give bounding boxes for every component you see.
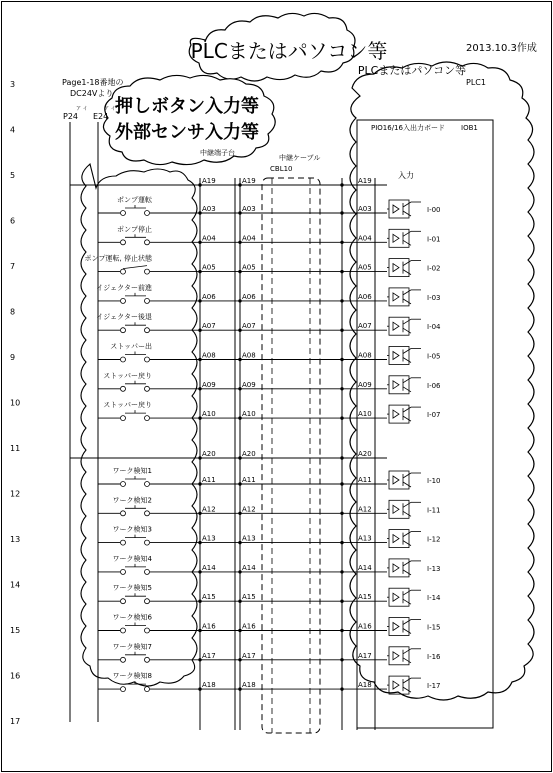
- switch-contact: [145, 269, 150, 274]
- terminal-label: A06: [242, 292, 256, 301]
- transistor-emitter: [403, 687, 411, 692]
- optocoupler-icon: [387, 288, 421, 306]
- switch-contact: [145, 211, 150, 216]
- switch-contact: [145, 240, 150, 245]
- relay-block-label: 中継端子台: [200, 149, 235, 157]
- switch-contact: [145, 657, 150, 662]
- input-label: I-14: [427, 594, 441, 603]
- terminal-dot: [340, 687, 343, 690]
- row-number: 15: [10, 626, 21, 635]
- terminal-label: A19: [358, 177, 372, 185]
- row-number: 14: [10, 580, 21, 590]
- transistor-collector: [403, 261, 411, 266]
- switch-contact: [145, 511, 150, 516]
- transistor-collector: [403, 231, 411, 236]
- led-icon: [393, 652, 399, 660]
- terminal-label: A06: [202, 292, 216, 301]
- date-text: 2013.10.3作成: [466, 43, 537, 54]
- terminal-label: A12: [242, 505, 256, 514]
- row-number: 4: [10, 125, 16, 135]
- terminal-label: A04: [202, 234, 216, 243]
- switch-icon: [98, 564, 200, 575]
- optocoupler-icon: [387, 676, 421, 694]
- switch-icon: [98, 322, 200, 333]
- switch-icon: [98, 535, 200, 546]
- terminal-dot: [340, 416, 343, 419]
- switch-contact: [121, 211, 126, 216]
- input-label: I-15: [427, 623, 441, 632]
- switch-contact: [145, 628, 150, 633]
- terminal-label: A15: [202, 593, 216, 602]
- power-note-line1: Page1-18番地の: [62, 78, 124, 87]
- switch-label: ワーク検知4: [112, 554, 152, 563]
- terminal-dot: [340, 482, 343, 485]
- switch-label: ストッパー戻り: [103, 401, 152, 410]
- switch-icon: [98, 593, 200, 604]
- switch-label: ワーク検知3: [112, 525, 152, 534]
- transistor-collector: [403, 502, 411, 507]
- transistor-emitter: [403, 511, 411, 516]
- switch-contact: [121, 357, 126, 362]
- terminal-label: A10: [358, 410, 372, 419]
- switch-label: ストッパー戻り: [103, 371, 152, 380]
- switch-contact: [121, 240, 126, 245]
- terminal-label: A06: [358, 292, 372, 301]
- callout-right-text: PLCまたはパソコン等: [357, 64, 467, 77]
- transistor-emitter: [403, 629, 411, 634]
- optocoupler-icon: [387, 530, 421, 548]
- terminal-label: A16: [202, 622, 216, 631]
- terminal-label: A20: [358, 450, 372, 458]
- transistor-collector: [403, 202, 411, 207]
- switch-icon: [98, 234, 200, 245]
- input-label: I-03: [427, 293, 441, 302]
- terminal-label: A14: [242, 563, 256, 572]
- callout-cloud-left: [103, 75, 275, 164]
- led-icon: [393, 564, 399, 572]
- terminal-label: A19: [242, 177, 256, 185]
- callout-cloud-right: [350, 62, 534, 700]
- switch-contact: [121, 657, 126, 662]
- switch-icon: [98, 476, 200, 487]
- optocoupler-icon: [387, 200, 421, 218]
- terminal-label: A17: [358, 651, 372, 660]
- switch-contact: [121, 269, 126, 274]
- switch-contact: [145, 482, 150, 487]
- input-label: I-10: [427, 477, 441, 485]
- terminal-label: A03: [202, 205, 216, 213]
- power-note-line2: DC24Vより: [70, 89, 114, 98]
- led-icon: [393, 505, 399, 513]
- transistor-emitter: [403, 482, 411, 487]
- relay-cable-bundle: [262, 178, 320, 733]
- switch-contact: [121, 416, 126, 421]
- transistor-collector: [403, 473, 411, 478]
- terminal-label: A08: [202, 351, 216, 360]
- led-icon: [393, 410, 399, 418]
- transistor-emitter: [403, 541, 411, 546]
- row-number: 8: [10, 307, 16, 317]
- transistor-emitter: [403, 599, 411, 604]
- cable-name: CBL10: [270, 165, 293, 173]
- optocoupler-icon: [387, 588, 421, 606]
- wire-tag-p: ア イ: [76, 106, 88, 112]
- switch-icon: [98, 205, 200, 216]
- terminal-label: A18: [242, 681, 256, 690]
- input-label: I-17: [427, 682, 441, 691]
- optocoupler-icon: [387, 559, 421, 577]
- switch-icon: [98, 266, 200, 275]
- transistor-collector: [403, 678, 411, 683]
- wire-tag-e: ア イ: [104, 106, 116, 112]
- terminal-label: A13: [202, 534, 216, 543]
- row-number: 13: [10, 535, 21, 544]
- switch-contact: [145, 416, 150, 421]
- transistor-emitter: [403, 270, 411, 275]
- terminal-dot: [340, 299, 343, 302]
- transistor-collector: [403, 590, 411, 595]
- switch-contact: [145, 687, 150, 692]
- callout-left-line1: 押しボタン入力等: [115, 96, 259, 117]
- transistor-collector: [403, 649, 411, 654]
- terminal-dot: [340, 270, 343, 273]
- switch-contact: [145, 540, 150, 545]
- terminal-label: A07: [358, 322, 372, 331]
- terminal-dot: [340, 456, 343, 459]
- e24-label: E24: [93, 112, 109, 121]
- terminal-label: A12: [358, 505, 372, 514]
- switch-contact: [145, 298, 150, 303]
- terminal-label: A17: [202, 651, 216, 660]
- terminal-label: A20: [202, 450, 216, 458]
- terminal-label: A14: [358, 563, 372, 572]
- switch-contact: [121, 511, 126, 516]
- optocoupler-icon: [387, 259, 421, 277]
- transistor-emitter: [403, 299, 411, 304]
- callout-top-text: PLCまたはパソコン等: [190, 39, 388, 63]
- terminal-dot: [340, 658, 343, 661]
- transistor-emitter: [403, 240, 411, 245]
- terminal-label: A07: [242, 322, 256, 331]
- switch-contact: [121, 298, 126, 303]
- transistor-collector: [403, 620, 411, 625]
- input-header: 入力: [398, 171, 414, 180]
- transistor-collector: [403, 319, 411, 324]
- optocoupler-icon: [387, 405, 421, 423]
- transistor-emitter: [403, 328, 411, 333]
- row-number: 3: [10, 80, 16, 89]
- terminal-label: A19: [202, 177, 216, 185]
- terminal-label: A05: [358, 263, 372, 272]
- terminal-label: A11: [242, 476, 256, 484]
- terminal-dot: [340, 358, 343, 361]
- input-label: I-13: [427, 564, 441, 573]
- terminal-label: A18: [202, 681, 216, 690]
- terminal-dot: [340, 629, 343, 632]
- transistor-collector: [403, 407, 411, 412]
- switch-label: ポンプ運転, 停止状態: [84, 254, 152, 263]
- row-number: 12: [10, 489, 21, 499]
- led-icon: [393, 681, 399, 689]
- transistor-collector: [403, 378, 411, 383]
- switch-icon: [98, 652, 200, 663]
- terminal-label: A07: [202, 322, 216, 331]
- terminal-label: A15: [358, 593, 372, 602]
- switch-icon: [98, 381, 200, 392]
- switch-contact: [121, 569, 126, 574]
- row-number: 17: [10, 717, 21, 726]
- switch-label: ポンプ運転: [117, 196, 152, 204]
- switch-icon: [98, 293, 200, 304]
- input-label: I-16: [427, 652, 441, 661]
- row-number: 5: [10, 171, 16, 180]
- switch-contact: [145, 569, 150, 574]
- optocoupler-icon: [387, 376, 421, 394]
- transistor-emitter: [403, 358, 411, 363]
- terminal-label: A05: [202, 263, 216, 272]
- led-icon: [393, 623, 399, 631]
- board-name: PIO16/16入出力ボード: [371, 124, 445, 132]
- terminal-label: A09: [202, 380, 216, 389]
- row-number: 9: [10, 353, 16, 362]
- terminal-dot: [340, 329, 343, 332]
- transistor-emitter: [403, 387, 411, 392]
- switch-label: ポンプ停止: [117, 225, 152, 234]
- terminal-dot: [340, 241, 343, 244]
- terminal-dot: [340, 387, 343, 390]
- terminal-label: A20: [242, 450, 256, 458]
- input-label: I-07: [427, 411, 441, 420]
- switch-contact: [121, 386, 126, 391]
- terminal-label: A10: [202, 410, 216, 419]
- terminal-label: A15: [242, 593, 256, 602]
- terminal-dot: [340, 512, 343, 515]
- switch-contact: [145, 599, 150, 604]
- terminal-label: A08: [358, 351, 372, 360]
- terminal-label: A11: [358, 476, 372, 484]
- led-icon: [393, 535, 399, 543]
- switch-label: ワーク検知1: [112, 467, 152, 475]
- switch-contact: [121, 328, 126, 333]
- plc-tag: PLC1: [466, 78, 486, 87]
- input-label: I-06: [427, 381, 441, 390]
- terminal-label: A04: [242, 234, 256, 243]
- terminal-label: A16: [358, 622, 372, 631]
- terminal-label: A04: [358, 234, 372, 243]
- row-number: 7: [10, 262, 16, 271]
- input-label: I-01: [427, 235, 441, 244]
- switch-label: ワーク検知5: [112, 584, 152, 593]
- led-icon: [393, 234, 399, 242]
- optocoupler-icon: [387, 347, 421, 365]
- terminal-label: A17: [242, 651, 256, 660]
- switch-icon: [98, 352, 200, 363]
- switch-label: ワーク検知2: [112, 496, 152, 505]
- p24-label: P24: [63, 112, 79, 121]
- switch-contact: [121, 687, 126, 692]
- terminal-label: A12: [202, 505, 216, 514]
- switch-label: イジェクター前進: [96, 283, 152, 292]
- led-icon: [393, 381, 399, 389]
- led-icon: [393, 476, 399, 484]
- row-number: 10: [10, 398, 21, 408]
- terminal-label: A18: [358, 681, 372, 690]
- transistor-emitter: [403, 570, 411, 575]
- transistor-emitter: [403, 658, 411, 663]
- transistor-collector: [403, 561, 411, 566]
- optocoupler-icon: [387, 471, 421, 489]
- led-icon: [393, 293, 399, 301]
- input-label: I-05: [427, 352, 441, 361]
- terminal-label: A16: [242, 622, 256, 631]
- switch-label: ワーク検知8: [112, 672, 152, 681]
- switch-contact: [121, 540, 126, 545]
- transistor-collector: [403, 290, 411, 295]
- switch-contact: [145, 357, 150, 362]
- switch-contact: [121, 482, 126, 487]
- optocoupler-icon: [387, 229, 421, 247]
- terminal-label: A11: [202, 476, 216, 484]
- plc-board-outline: [357, 120, 493, 728]
- row-number: 11: [10, 444, 21, 453]
- switch-contact: [145, 386, 150, 391]
- board-id: IOB1: [461, 124, 478, 132]
- terminal-label: A10: [242, 410, 256, 419]
- terminal-dot: [340, 541, 343, 544]
- switch-icon: [98, 505, 200, 516]
- transistor-emitter: [403, 416, 411, 421]
- row-number: 6: [10, 216, 16, 226]
- switch-contact: [121, 599, 126, 604]
- terminal-dot: [340, 570, 343, 573]
- switch-contact: [121, 628, 126, 633]
- optocoupler-icon: [387, 317, 421, 335]
- switch-icon: [98, 623, 200, 634]
- input-label: I-12: [427, 535, 441, 544]
- input-label: I-04: [427, 323, 441, 332]
- switch-label: イジェクター後退: [96, 313, 152, 322]
- led-icon: [393, 322, 399, 330]
- switch-label: ワーク検知7: [112, 642, 152, 651]
- switch-label: ワーク検知6: [112, 613, 152, 622]
- terminal-label: A09: [358, 380, 372, 389]
- terminal-dot: [340, 211, 343, 214]
- input-label: I-00: [427, 206, 441, 214]
- led-icon: [393, 205, 399, 213]
- transistor-collector: [403, 349, 411, 354]
- callout-left-line2: 外部センサ入力等: [115, 122, 259, 143]
- transistor-collector: [403, 532, 411, 537]
- terminal-label: A05: [242, 263, 256, 272]
- switch-contact: [145, 328, 150, 333]
- terminal-label: A13: [242, 534, 256, 543]
- switch-label: ストッパー出: [110, 342, 152, 351]
- terminal-dot: [340, 600, 343, 603]
- terminal-label: A03: [358, 205, 372, 213]
- optocoupler-icon: [387, 500, 421, 518]
- cable-header: 中継ケーブル: [279, 154, 321, 162]
- terminal-label: A14: [202, 563, 216, 572]
- row-number: 16: [10, 671, 21, 681]
- transistor-emitter: [403, 211, 411, 216]
- terminal-label: A09: [242, 380, 256, 389]
- input-label: I-02: [427, 264, 441, 273]
- terminal-label: A03: [242, 205, 256, 213]
- optocoupler-icon: [387, 618, 421, 636]
- switch-icon: [98, 410, 200, 421]
- led-icon: [393, 352, 399, 360]
- terminal-dot: [340, 183, 343, 186]
- led-icon: [393, 593, 399, 601]
- led-icon: [393, 264, 399, 272]
- input-label: I-11: [427, 506, 441, 515]
- switch-blade: [123, 266, 147, 269]
- terminal-label: A13: [358, 534, 372, 543]
- optocoupler-icon: [387, 647, 421, 665]
- terminal-label: A08: [242, 351, 256, 360]
